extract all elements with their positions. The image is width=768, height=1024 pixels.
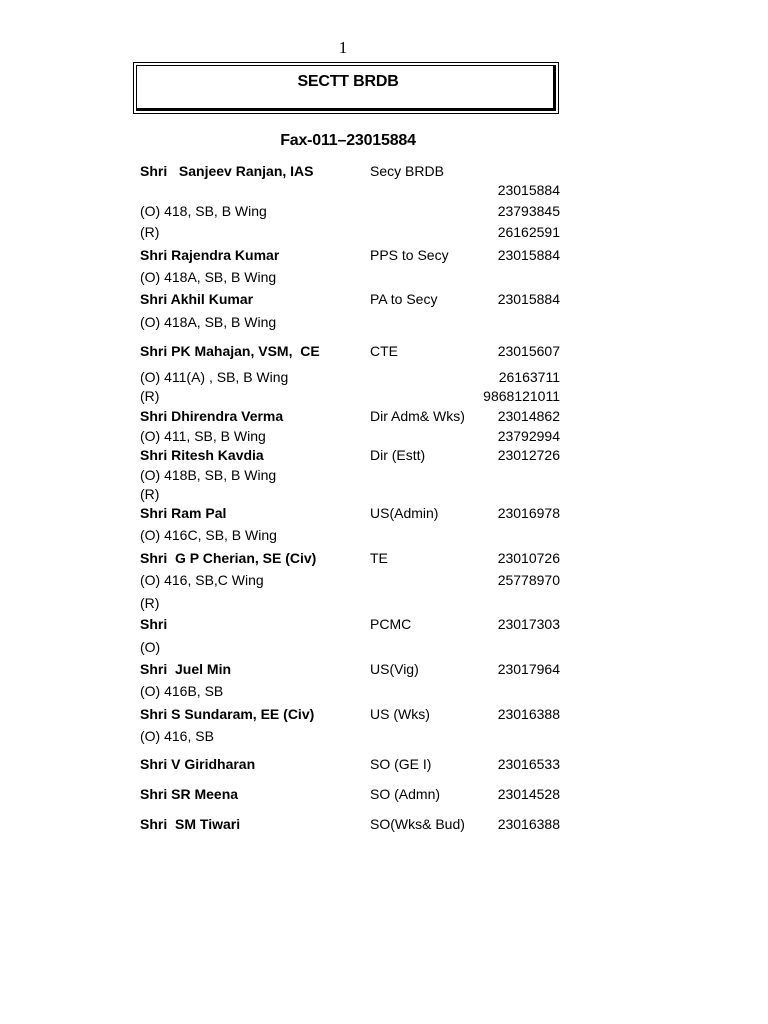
- person-name: Shri Sanjeev Ranjan, IAS: [140, 163, 314, 179]
- directory-line: [0, 342, 768, 360]
- directory-line: [0, 407, 768, 425]
- address-text: (O) 418, SB, B Wing: [140, 203, 267, 219]
- page-number: 1: [338, 38, 348, 57]
- directory-line: [0, 485, 768, 503]
- phone-number: 23015884: [497, 247, 560, 263]
- directory-line: [0, 638, 768, 656]
- designation: SO (Admn): [370, 786, 441, 802]
- address-text: (R): [140, 224, 160, 240]
- person-name: Shri Ram Pal: [140, 505, 227, 521]
- person-name: Shri Dhirendra Verma: [140, 408, 284, 424]
- directory-line: [0, 615, 768, 633]
- person-name: Shri PK Mahajan, VSM, CE: [140, 343, 320, 359]
- address-text: (O) 411, SB, B Wing: [140, 428, 266, 444]
- directory-line: [0, 660, 768, 678]
- person-name: Shri Akhil Kumar: [140, 291, 254, 307]
- directory-line: [0, 815, 768, 833]
- phone-number: 23015607: [497, 343, 560, 359]
- phone-number: 9868121011: [483, 388, 560, 404]
- address-text: (O) 416C, SB, B Wing: [140, 527, 277, 543]
- directory-line: [0, 223, 768, 241]
- directory-line: [0, 504, 768, 522]
- directory-line: [0, 290, 768, 308]
- directory-line: [0, 785, 768, 803]
- person-name: Shri Rajendra Kumar: [140, 247, 280, 263]
- directory-line: [0, 594, 768, 612]
- person-name: Shri: [140, 616, 168, 632]
- directory-line: [0, 313, 768, 331]
- person-name: Shri V Giridharan: [140, 756, 256, 772]
- address-text: (O) 416B, SB: [140, 683, 224, 699]
- designation: SO (GE I): [370, 756, 432, 772]
- directory-line: [0, 755, 768, 773]
- directory-line: [0, 427, 768, 445]
- directory-line: [0, 727, 768, 745]
- phone-number: 26162591: [497, 224, 560, 240]
- directory-line: [0, 368, 768, 386]
- directory-line: [0, 705, 768, 723]
- directory-line: [0, 526, 768, 544]
- designation: US (Wks): [370, 706, 430, 722]
- designation: PCMC: [370, 616, 412, 632]
- address-text: (O) 418A, SB, B Wing: [140, 314, 277, 330]
- designation: TE: [370, 550, 388, 566]
- directory-line: [0, 446, 768, 464]
- phone-number: 23017303: [497, 616, 560, 632]
- phone-number: 26163711: [498, 369, 560, 385]
- person-name: Shri S Sundaram, EE (Civ): [140, 706, 315, 722]
- address-text: (O) 418B, SB, B Wing: [140, 467, 277, 483]
- phone-number: 23014528: [497, 786, 560, 802]
- address-text: (R): [140, 595, 160, 611]
- directory-line: [0, 268, 768, 286]
- designation: PA to Secy: [370, 291, 438, 307]
- directory-line: [0, 466, 768, 484]
- phone-number: 23016388: [497, 706, 560, 722]
- designation: SO(Wks& Bud): [370, 816, 465, 832]
- designation: CTE: [370, 343, 398, 359]
- phone-number: 23793845: [497, 203, 560, 219]
- document-title: SECTT BRDB: [297, 73, 399, 90]
- designation: US(Vig): [370, 661, 419, 677]
- phone-number: 23016978: [497, 505, 560, 521]
- designation: US(Admin): [370, 505, 439, 521]
- phone-number: 23015884: [497, 291, 560, 307]
- directory-line: [0, 202, 768, 220]
- directory-line: [0, 571, 768, 589]
- phone-number: 23012726: [497, 447, 560, 463]
- person-name: Shri G P Cherian, SE (Civ): [140, 550, 317, 566]
- address-text: (O): [140, 639, 161, 655]
- address-text: (O) 416, SB: [140, 728, 214, 744]
- designation: Dir Adm& Wks): [370, 408, 465, 424]
- phone-number: 23015884: [497, 182, 560, 198]
- address-text: (O) 416, SB,C Wing: [140, 572, 264, 588]
- address-text: (O) 411(A) , SB, B Wing: [140, 369, 289, 385]
- designation: Dir (Estt): [370, 447, 426, 463]
- address-text: (R): [140, 388, 160, 404]
- phone-number: 25778970: [497, 572, 560, 588]
- person-name: Shri SM Tiwari: [140, 816, 241, 832]
- phone-number: 23010726: [497, 550, 560, 566]
- person-name: Shri SR Meena: [140, 786, 239, 802]
- directory-line: [0, 682, 768, 700]
- phone-number: 23792994: [497, 428, 560, 444]
- phone-number: 23014862: [497, 408, 560, 424]
- person-name: Shri Juel Min: [140, 661, 232, 677]
- phone-number: 23017964: [497, 661, 560, 677]
- phone-number: 23016388: [497, 816, 560, 832]
- directory-line: [0, 162, 768, 180]
- directory-line: [0, 246, 768, 264]
- person-name: Shri Ritesh Kavdia: [140, 447, 264, 463]
- address-text: (R): [140, 486, 160, 502]
- fax-number: Fax-011–23015884: [280, 132, 416, 149]
- directory-line: [0, 549, 768, 567]
- designation: PPS to Secy: [370, 247, 449, 263]
- address-text: (O) 418A, SB, B Wing: [140, 269, 277, 285]
- directory-line: [0, 181, 768, 199]
- directory-line: [0, 387, 768, 405]
- phone-number: 23016533: [497, 756, 560, 772]
- designation: Secy BRDB: [370, 163, 444, 179]
